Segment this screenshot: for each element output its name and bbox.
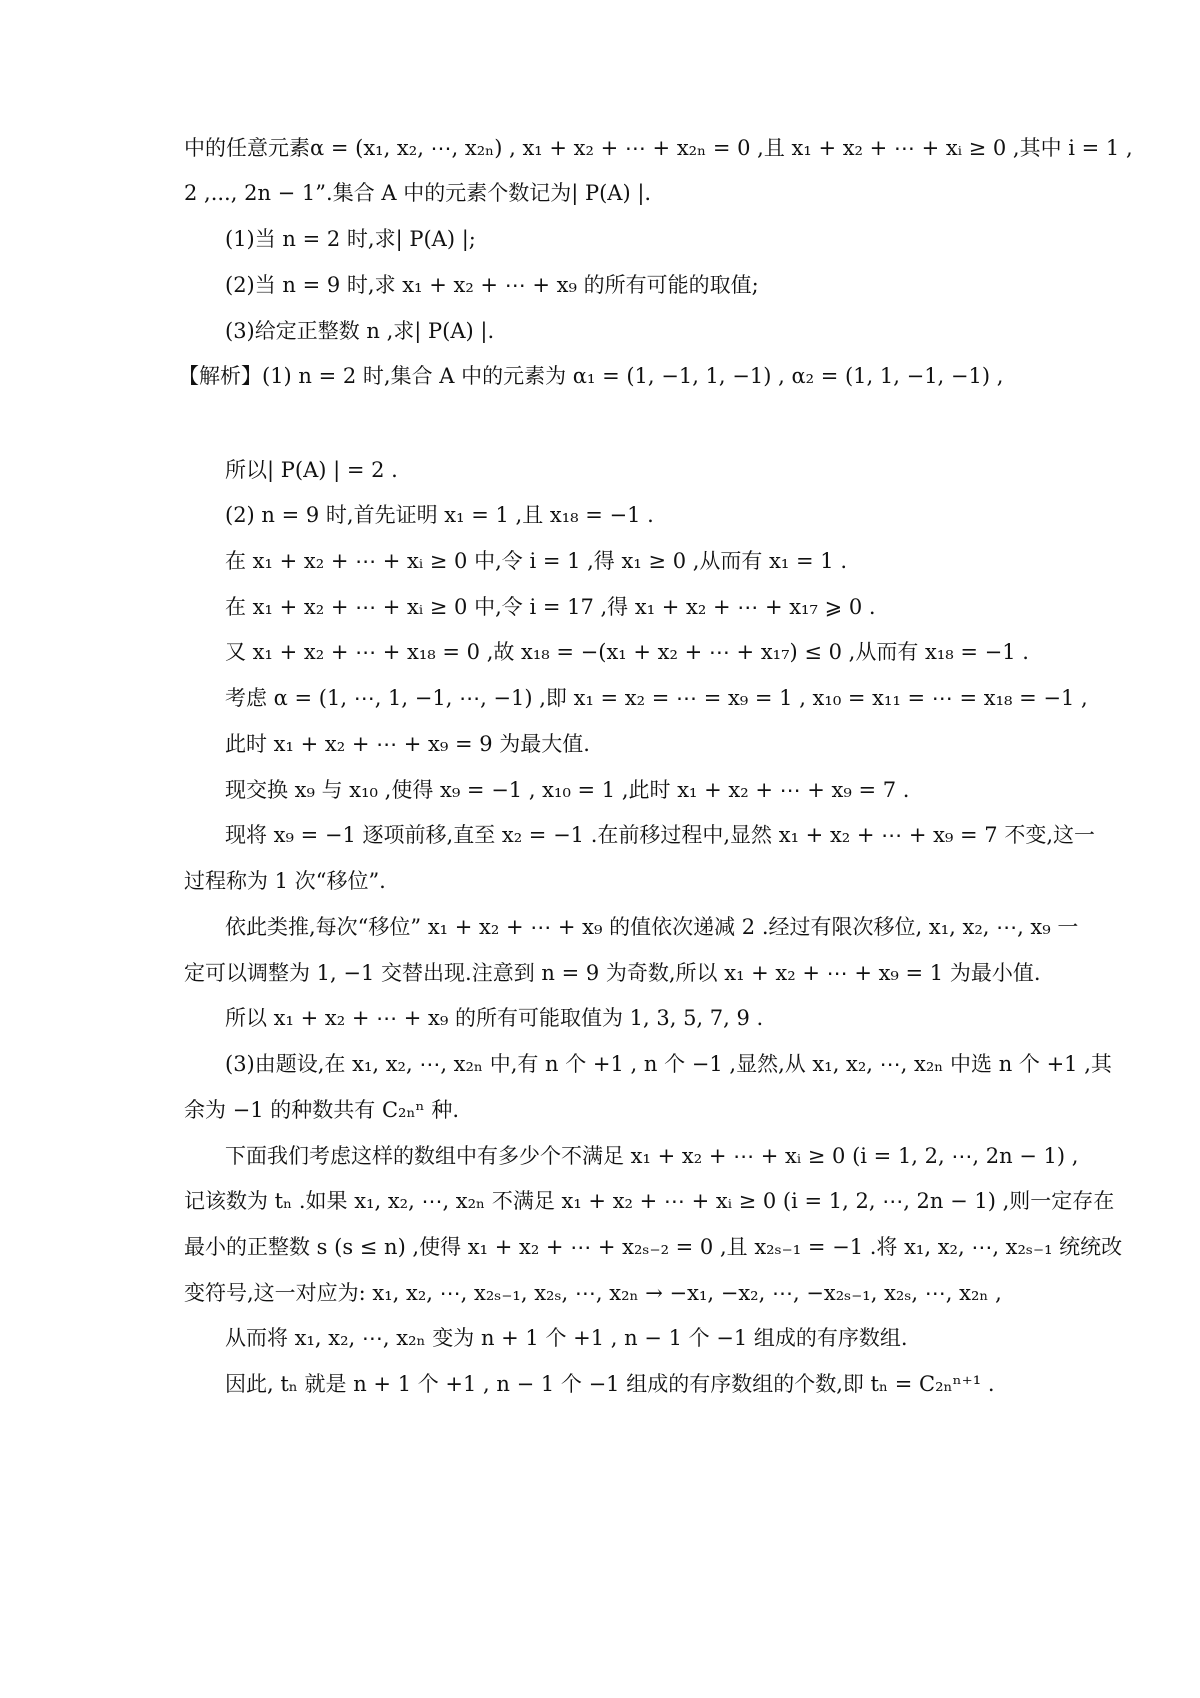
solution-line-21: 因此, tₙ 就是 n + 1 个 +1 , n − 1 个 −1 组成的有序数组的个数,即 tₙ = C₂ₙⁿ⁺¹ . [225,1372,995,1396]
solution-line-20: 从而将 x₁, x₂, ⋯, x₂ₙ 变为 n + 1 个 +1 , n − 1 个 −1 组成的有序数组. [225,1326,908,1350]
solution-line-1: 所以| P(A) | = 2 . [225,458,398,482]
solution-line-10: 过程称为 1 次“移位”. [184,869,386,893]
solution-line-5: 又 x₁ + x₂ + ⋯ + x₁₈ = 0 ,故 x₁₈ = −(x₁ + x₂ + ⋯ + x₁₇) ≤ 0 ,从而有 x₁₈ = −1 . [225,640,1029,664]
question-part-3: (3)给定正整数 n ,求| P(A) |. [225,319,495,343]
solution-line-9: 现将 x₉ = −1 逐项前移,直至 x₂ = −1 .在前移过程中,显然 x₁ + x₂ + ⋯ + x₉ = 7 不变,这一 [225,823,1096,847]
solution-line-6: 考虑 α = (1, ⋯, 1, −1, ⋯, −1) ,即 x₁ = x₂ = ⋯ = x₉ = 1 , x₁₀ = x₁₁ = ⋯ = x₁₈ = −1 , [225,686,1088,710]
solution-line-19: 变符号,这一对应为: x₁, x₂, ⋯, x₂ₛ₋₁, x₂ₛ, ⋯, x₂ₙ → −x₁, −x₂, ⋯, −x₂ₛ₋₁, x₂ₛ, ⋯, x₂ₙ , [184,1281,1002,1305]
solution-line-13: 所以 x₁ + x₂ + ⋯ + x₉ 的所有可能取值为 1, 3, 5, 7, 9 . [225,1006,764,1030]
solution-line-2: (2) n = 9 时,首先证明 x₁ = 1 ,且 x₁₈ = −1 . [225,503,654,527]
text-line-1: 中的任意元素α = (x₁, x₂, ⋯, x₂ₙ) , x₁ + x₂ + ⋯ + x₂ₙ = 0 ,且 x₁ + x₂ + ⋯ + xᵢ ≥ 0 ,其中 i = 1 , [184,136,1133,160]
solution-line-18: 最小的正整数 s (s ≤ n) ,使得 x₁ + x₂ + ⋯ + x₂ₛ₋₂ = 0 ,且 x₂ₛ₋₁ = −1 .将 x₁, x₂, ⋯, x₂ₛ₋₁ 统统改 [184,1235,1123,1259]
solution-line-8: 现交换 x₉ 与 x₁₀ ,使得 x₉ = −1 , x₁₀ = 1 ,此时 x₁ + x₂ + ⋯ + x₉ = 7 . [225,778,910,802]
solution-line-12: 定可以调整为 1, −1 交替出现.注意到 n = 9 为奇数,所以 x₁ + x₂ + ⋯ + x₉ = 1 为最小值. [184,961,1041,985]
solution-line-7: 此时 x₁ + x₂ + ⋯ + x₉ = 9 为最大值. [225,732,590,756]
question-part-1: (1)当 n = 2 时,求| P(A) |; [225,227,476,251]
solution-line-11: 依此类推,每次“移位” x₁ + x₂ + ⋯ + x₉ 的值依次递减 2 .经过有限次移位, x₁, x₂, ⋯, x₉ 一 [225,915,1079,939]
solution-line-17: 记该数为 tₙ .如果 x₁, x₂, ⋯, x₂ₙ 不满足 x₁ + x₂ + ⋯ + xᵢ ≥ 0 (i = 1, 2, ⋯, 2n − 1) ,则一定存在 [184,1189,1115,1213]
solution-heading-line: 【解析】(1) n = 2 时,集合 A 中的元素为 α₁ = (1, −1, 1, −1) , α₂ = (1, 1, −1, −1) , [178,364,1004,388]
solution-line-3: 在 x₁ + x₂ + ⋯ + xᵢ ≥ 0 中,令 i = 1 ,得 x₁ ≥ 0 ,从而有 x₁ = 1 . [225,549,848,573]
text-line-2: 2 ,..., 2n − 1”.集合 A 中的元素个数记为| P(A) |. [184,181,652,205]
solution-line-16: 下面我们考虑这样的数组中有多少个不满足 x₁ + x₂ + ⋯ + xᵢ ≥ 0 (i = 1, 2, ⋯, 2n − 1) , [225,1144,1079,1168]
solution-line-4: 在 x₁ + x₂ + ⋯ + xᵢ ≥ 0 中,令 i = 17 ,得 x₁ + x₂ + ⋯ + x₁₇ ⩾ 0 . [225,595,876,619]
question-part-2: (2)当 n = 9 时,求 x₁ + x₂ + ⋯ + x₉ 的所有可能的取值; [225,273,759,297]
solution-line-15: 余为 −1 的种数共有 C₂ₙⁿ 种. [184,1098,459,1122]
solution-line-14: (3)由题设,在 x₁, x₂, ⋯, x₂ₙ 中,有 n 个 +1 , n 个 −1 ,显然,从 x₁, x₂, ⋯, x₂ₙ 中选 n 个 +1 ,其 [225,1052,1112,1076]
